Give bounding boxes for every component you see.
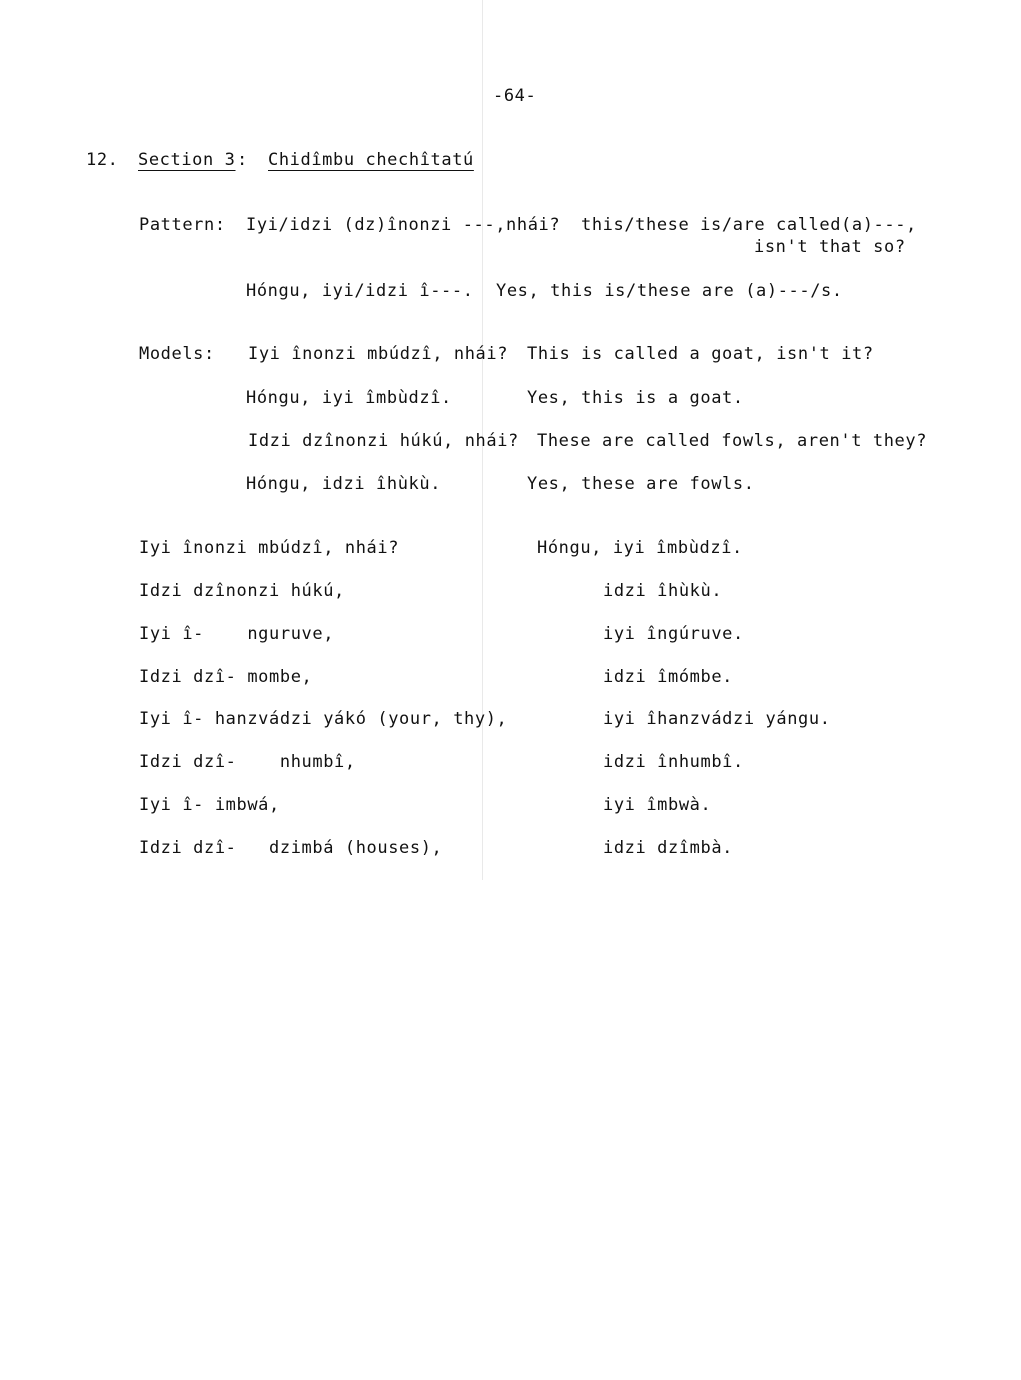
drill-response: iyi îmbwà. (603, 795, 712, 815)
drill-response: idzi îmómbe. (603, 667, 734, 687)
models-label: Models: (139, 344, 215, 364)
model-english: This is called a goat, isn't it? (527, 344, 874, 364)
page-number: -64- (493, 86, 537, 106)
drill-response: iyi îhanzvádzi yángu. (603, 709, 831, 729)
model-shona: Idzi dzînonzi húkú, nhái? (248, 431, 519, 451)
drill-prompt: Iyi î- nguruve, (139, 624, 335, 644)
section-number: 12. (86, 150, 119, 170)
drill-prompt: Idzi dzî- mombe, (139, 667, 313, 687)
model-english: Yes, these are fowls. (527, 474, 755, 494)
section-title: Chidîmbu chechîtatú (268, 150, 474, 170)
pattern-line1-english-b: isn't that so? (754, 237, 906, 257)
pattern-line2-english: Yes, this is/these are (a)---/s. (496, 281, 843, 301)
drill-response: idzi îhùkù. (603, 581, 723, 601)
section-colon: : (237, 150, 248, 170)
model-english: Yes, this is a goat. (527, 388, 744, 408)
drill-prompt: Iyi î- imbwá, (139, 795, 280, 815)
section-label: Section 3 (138, 150, 236, 170)
drill-prompt: Idzi dzî- nhumbî, (139, 752, 356, 772)
model-shona: Hóngu, idzi îhùkù. (246, 474, 442, 494)
pattern-line1-english-a: this/these is/are called(a)---, (581, 215, 917, 235)
drill-prompt: Idzi dzînonzi húkú, (139, 581, 345, 601)
drill-response: Hóngu, iyi îmbùdzî. (537, 538, 743, 558)
pattern-label: Pattern: (139, 215, 226, 235)
drill-response: iyi îngúruve. (603, 624, 744, 644)
model-shona: Hóngu, iyi îmbùdzî. (246, 388, 452, 408)
drill-prompt: Iyi î- hanzvádzi yákó (your, thy), (139, 709, 508, 729)
pattern-line1-shona: Iyi/idzi (dz)înonzi ---,nhái? (246, 215, 561, 235)
drill-prompt: Idzi dzî- dzimbá (houses), (139, 838, 443, 858)
model-shona: Iyi înonzi mbúdzî, nhái? (248, 344, 509, 364)
pattern-line2-shona: Hóngu, iyi/idzi î---. (246, 281, 474, 301)
drill-prompt: Iyi înonzi mbúdzî, nhái? (139, 538, 400, 558)
model-english: These are called fowls, aren't they? (537, 431, 928, 451)
drill-response: idzi înhumbî. (603, 752, 744, 772)
drill-response: idzi dzîmbà. (603, 838, 734, 858)
